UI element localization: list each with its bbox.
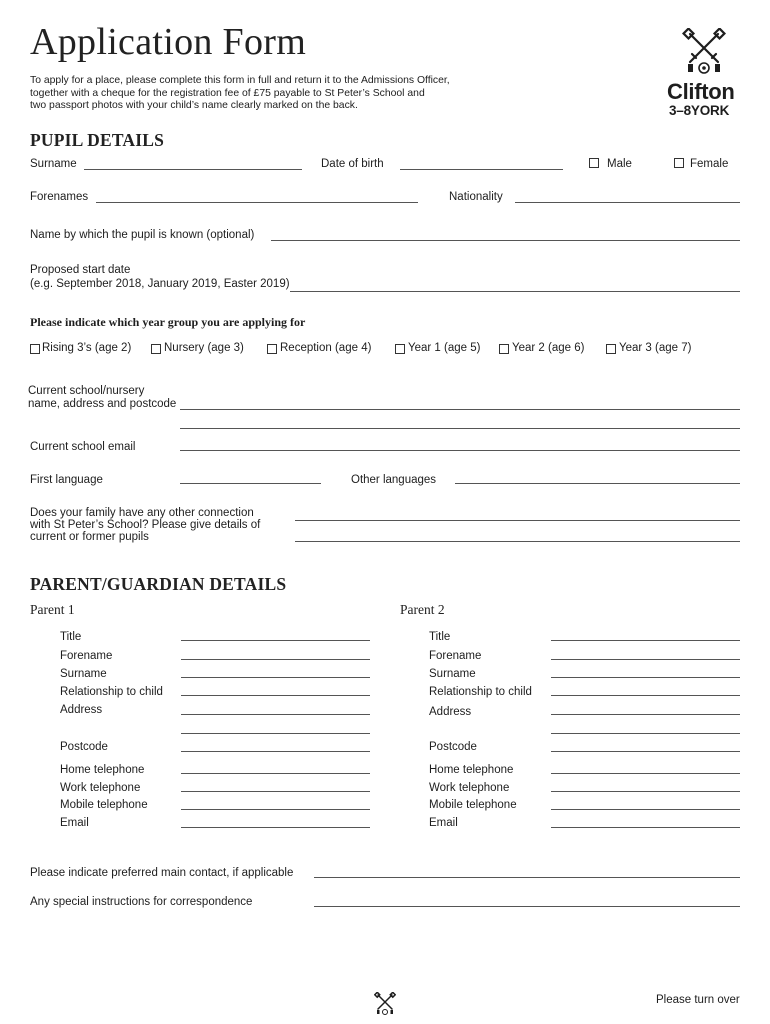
crossed-keys-icon xyxy=(374,992,396,1016)
parent1-title-field[interactable] xyxy=(181,640,370,641)
known-as-field[interactable] xyxy=(271,240,740,241)
parent1-email-field[interactable] xyxy=(181,827,370,828)
male-checkbox[interactable] xyxy=(589,158,599,168)
parent2-relationship-field[interactable] xyxy=(551,695,740,696)
year-group-checkbox[interactable] xyxy=(267,344,277,354)
parent1-home-tel-field[interactable] xyxy=(181,773,370,774)
current-school-label: Current school/nursery xyxy=(28,385,145,397)
other-languages-field[interactable] xyxy=(455,483,740,484)
parent-1-heading: Parent 1 xyxy=(30,602,75,617)
school-email-field[interactable] xyxy=(180,450,740,451)
parent2-email-label: Email xyxy=(429,817,458,829)
parent1-work-tel-field[interactable] xyxy=(181,791,370,792)
male-label: Male xyxy=(607,158,632,170)
surname-label: Surname xyxy=(30,158,77,170)
connection-label-2: with St Peter’s School? Please give details of xyxy=(30,519,261,531)
year-group-label: Year 3 (age 7) xyxy=(619,342,692,354)
parent1-address-field[interactable] xyxy=(181,714,370,715)
parent2-mobile-tel-label: Mobile telephone xyxy=(429,799,517,811)
special-instructions-label: Any special instructions for correspondence xyxy=(30,896,253,908)
school-logo xyxy=(662,28,746,120)
connection-field[interactable] xyxy=(295,541,740,542)
parent1-forename-field[interactable] xyxy=(181,659,370,660)
other-languages-label: Other languages xyxy=(351,474,437,486)
parent2-surname-field[interactable] xyxy=(551,677,740,678)
year-group-prompt: Please indicate which year group you are applying for xyxy=(30,315,306,329)
parent1-relationship-field[interactable] xyxy=(181,695,370,696)
crossed-keys-icon xyxy=(682,28,726,76)
pupil-details-heading: PUPIL DETAILS xyxy=(30,130,165,150)
parent2-title-label: Title xyxy=(429,631,451,643)
parent1-surname-label: Surname xyxy=(60,668,107,680)
start-date-field[interactable] xyxy=(290,291,740,292)
current-school-field[interactable] xyxy=(180,428,740,429)
parent1-surname-field[interactable] xyxy=(181,677,370,678)
intro-line: together with a cheque for the registration fee of £75 payable to St Peter’s School and xyxy=(30,87,425,99)
parent1-postcode-label: Postcode xyxy=(60,741,108,753)
year-group-checkbox[interactable] xyxy=(30,344,40,354)
page-title: Application Form xyxy=(30,21,307,63)
parent1-work-tel-label: Work telephone xyxy=(60,782,141,794)
forenames-label: Forenames xyxy=(30,191,89,203)
parent1-address-field[interactable] xyxy=(181,733,370,734)
school-email-label: Current school email xyxy=(30,441,136,453)
parent2-postcode-label: Postcode xyxy=(429,741,477,753)
first-language-field[interactable] xyxy=(180,483,321,484)
female-checkbox[interactable] xyxy=(674,158,684,168)
parent1-relationship-label: Relationship to child xyxy=(60,686,163,698)
surname-field[interactable] xyxy=(84,169,302,170)
year-group-checkbox[interactable] xyxy=(395,344,405,354)
nationality-field[interactable] xyxy=(515,202,740,203)
year-group-checkbox[interactable] xyxy=(606,344,616,354)
known-as-label: Name by which the pupil is known (optional) xyxy=(30,229,255,241)
parent2-home-tel-field[interactable] xyxy=(551,773,740,774)
start-date-label: Proposed start date xyxy=(30,264,131,276)
parent2-email-field[interactable] xyxy=(551,827,740,828)
parent2-postcode-field[interactable] xyxy=(551,751,740,752)
parent2-mobile-tel-field[interactable] xyxy=(551,809,740,810)
parent1-forename-label: Forename xyxy=(60,650,113,662)
parent2-work-tel-field[interactable] xyxy=(551,791,740,792)
logo-name: Clifton xyxy=(667,79,735,104)
parent2-address-label: Address xyxy=(429,706,472,718)
parent1-address-label: Address xyxy=(60,704,103,716)
year-group-label: Year 2 (age 6) xyxy=(512,342,585,354)
year-group-label: Year 1 (age 5) xyxy=(408,342,481,354)
parent1-email-label: Email xyxy=(60,817,89,829)
parent-2-heading: Parent 2 xyxy=(400,602,445,617)
forenames-field[interactable] xyxy=(96,202,418,203)
parent1-title-label: Title xyxy=(60,631,82,643)
connection-label-3: current or former pupils xyxy=(30,531,149,543)
parent2-home-tel-label: Home telephone xyxy=(429,764,514,776)
year-group-label: Reception (age 4) xyxy=(280,342,372,354)
current-school-label-2: name, address and postcode xyxy=(28,398,177,410)
parent1-postcode-field[interactable] xyxy=(181,751,370,752)
main-contact-field[interactable] xyxy=(314,877,740,878)
parent2-address-field[interactable] xyxy=(551,714,740,715)
parent2-forename-label: Forename xyxy=(429,650,482,662)
year-group-label: Rising 3’s (age 2) xyxy=(42,342,132,354)
connection-field[interactable] xyxy=(295,520,740,521)
parent2-title-field[interactable] xyxy=(551,640,740,641)
parent1-home-tel-label: Home telephone xyxy=(60,764,145,776)
first-language-label: First language xyxy=(30,474,103,486)
dob-label: Date of birth xyxy=(321,158,384,170)
female-label: Female xyxy=(690,158,729,170)
intro-line: To apply for a place, please complete this form in full and return it to the Admissions Officer, xyxy=(30,75,450,86)
parent-details-heading: PARENT/GUARDIAN DETAILS xyxy=(30,574,287,594)
year-group-checkbox[interactable] xyxy=(499,344,509,354)
year-group-label: Nursery (age 3) xyxy=(164,342,244,354)
connection-label: Does your family have any other connection xyxy=(30,507,254,519)
parent1-mobile-tel-label: Mobile telephone xyxy=(60,799,148,811)
parent2-work-tel-label: Work telephone xyxy=(429,782,510,794)
current-school-field[interactable] xyxy=(180,409,740,410)
parent1-mobile-tel-field[interactable] xyxy=(181,809,370,810)
parent2-relationship-label: Relationship to child xyxy=(429,686,532,698)
turn-over-text: Please turn over xyxy=(656,994,740,1006)
intro-line: two passport photos with your child’s name clearly marked on the back. xyxy=(30,100,358,111)
parent2-forename-field[interactable] xyxy=(551,659,740,660)
intro-text xyxy=(30,75,490,113)
logo-subtitle: 3–8YORK xyxy=(669,103,730,118)
start-date-example: (e.g. September 2018, January 2019, Easter 2019) xyxy=(30,278,290,290)
year-group-checkbox[interactable] xyxy=(151,344,161,354)
nationality-label: Nationality xyxy=(449,191,503,203)
parent2-address-field[interactable] xyxy=(551,733,740,734)
main-contact-label: Please indicate preferred main contact, if applicable xyxy=(30,867,294,879)
parent2-surname-label: Surname xyxy=(429,668,476,680)
special-instructions-field[interactable] xyxy=(314,906,740,907)
dob-field[interactable] xyxy=(400,169,563,170)
